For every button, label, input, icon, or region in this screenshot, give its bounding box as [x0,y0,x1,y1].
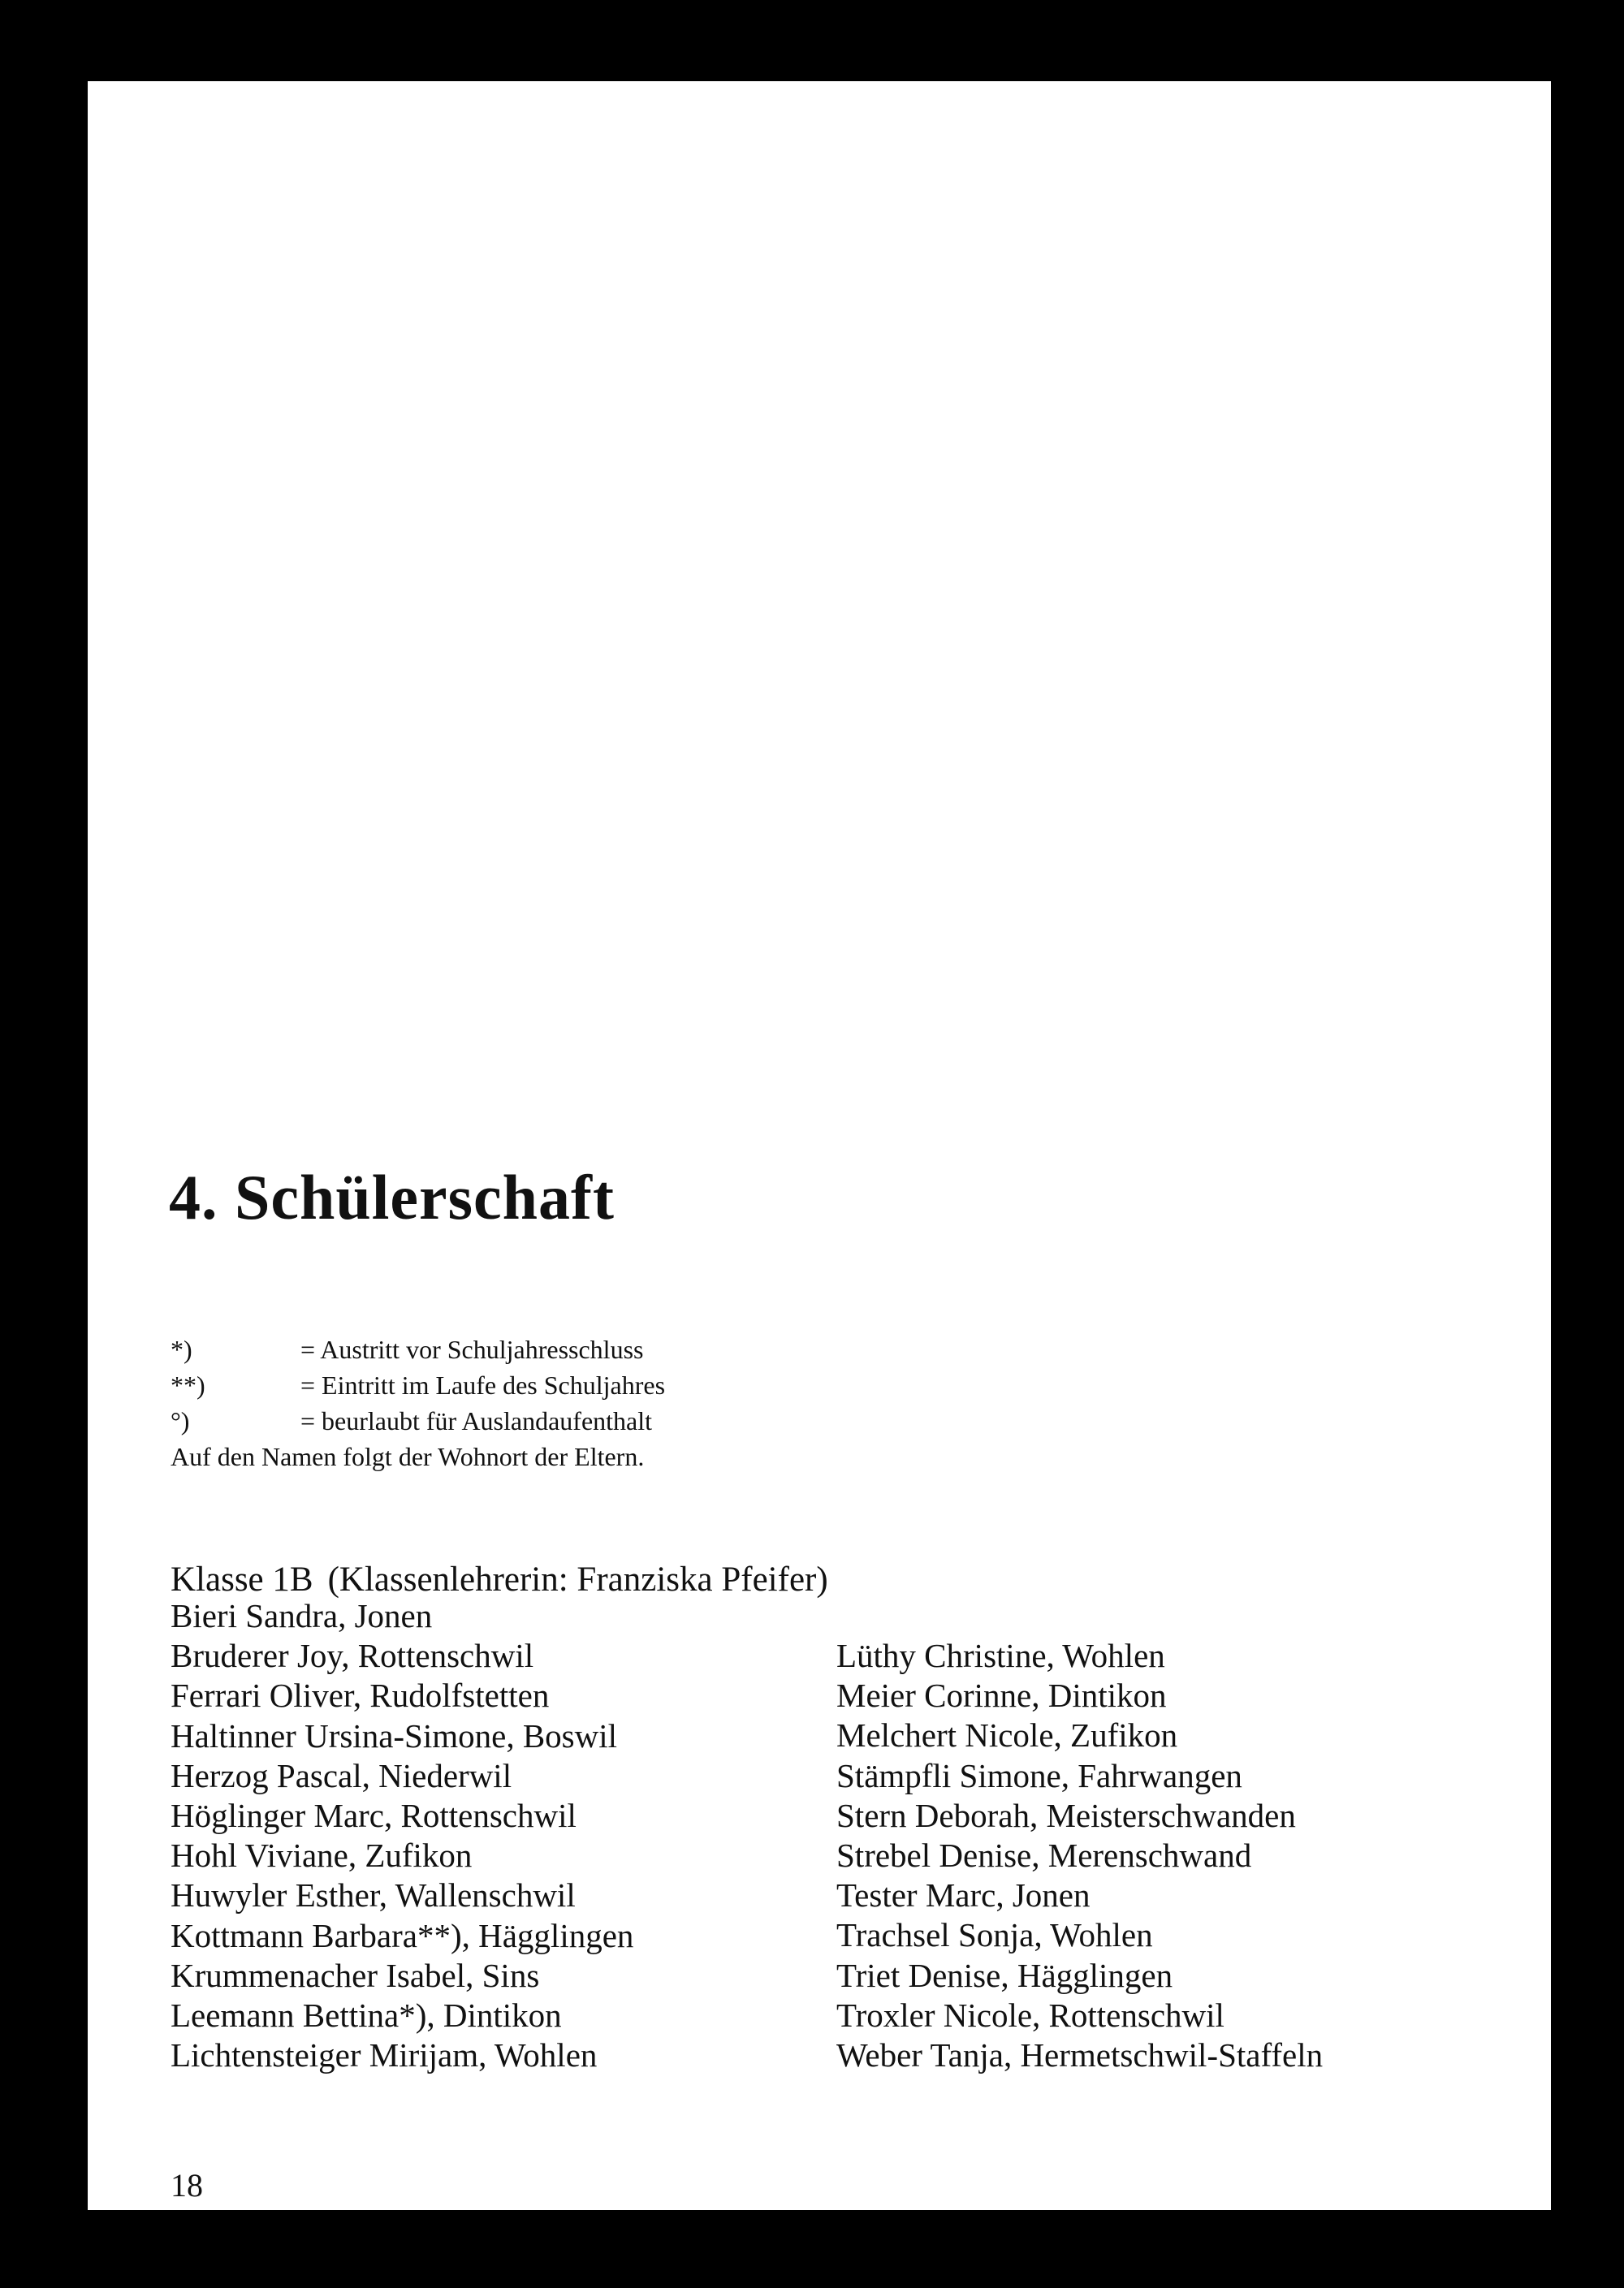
legend [171,1332,665,1474]
student-entry: Triet Denise, Hägglingen [836,1956,1173,1994]
legend-row-beurlaubt [171,1403,665,1439]
student-entry: Stern Deborah, Meisterschwanden [836,1796,1296,1834]
legend-symbol: °) [171,1406,190,1435]
student-entry: Leemann Bettina*), Dintikon [171,1997,562,2035]
student-entry: Lichtensteiger Mirijam, Wohlen [171,2036,598,2074]
student-entry: Lüthy Christine, Wohlen [836,1637,1165,1674]
student-entry: Huwyler Esther, Wallenschwil [171,1876,576,1915]
legend-symbol: *) [171,1335,192,1364]
student-list-left [171,1596,633,2075]
student-entry: Höglinger Marc, Rottenschwil [171,1797,577,1835]
student-entry: Krummenacher Isabel, Sins [171,1956,540,1994]
class-teacher: (Klassenlehrerin: Franziska Pfeifer) [327,1561,828,1599]
student-entry: Herzog Pascal, Niederwil [171,1756,512,1794]
page-number: 18 [171,2167,203,2204]
legend-symbol: **) [171,1371,205,1400]
legend-note: Auf den Namen folgt der Wohnort der Eltern. [171,1442,645,1471]
student-entry: Weber Tanja, Hermetschwil-Staffeln [836,2036,1324,2074]
student-entry: Melchert Nicole, Zufikon [836,1716,1178,1755]
section-title: 4. Schülerschaft [169,1162,615,1232]
student-entry: Tester Marc, Jonen [836,1876,1091,1915]
student-entry: Kottmann Barbara**), Hägglingen [171,1916,634,1954]
legend-row-eintritt [171,1367,665,1403]
student-entry: Ferrari Oliver, Rudolfstetten [171,1677,550,1715]
legend-text: = Austritt vor Schuljahresschluss [300,1335,644,1364]
student-entry: Stämpfli Simone, Fahrwangen [836,1756,1242,1794]
student-entry: Troxler Nicole, Rottenschwil [836,1996,1224,2034]
class-label: Klasse 1B [171,1561,313,1599]
student-entry: Hohl Viviane, Zufikon [171,1837,473,1875]
legend-text: = beurlaubt für Auslandaufenthalt [300,1406,653,1435]
legend-row-austritt [171,1332,665,1367]
student-entry: Trachsel Sonja, Wohlen [836,1916,1153,1954]
student-entry: Strebel Denise, Merenschwand [836,1837,1252,1875]
student-entry: Bieri Sandra, Jonen [171,1597,433,1634]
legend-text: = Eintritt im Laufe des Schuljahres [300,1371,666,1400]
student-entry: Haltinner Ursina-Simone, Boswil [171,1716,618,1755]
student-entry: Bruderer Joy, Rottenschwil [171,1637,534,1675]
document-page [88,81,1551,2210]
student-entry: Meier Corinne, Dintikon [836,1677,1167,1715]
student-list-right [836,1636,1323,2075]
